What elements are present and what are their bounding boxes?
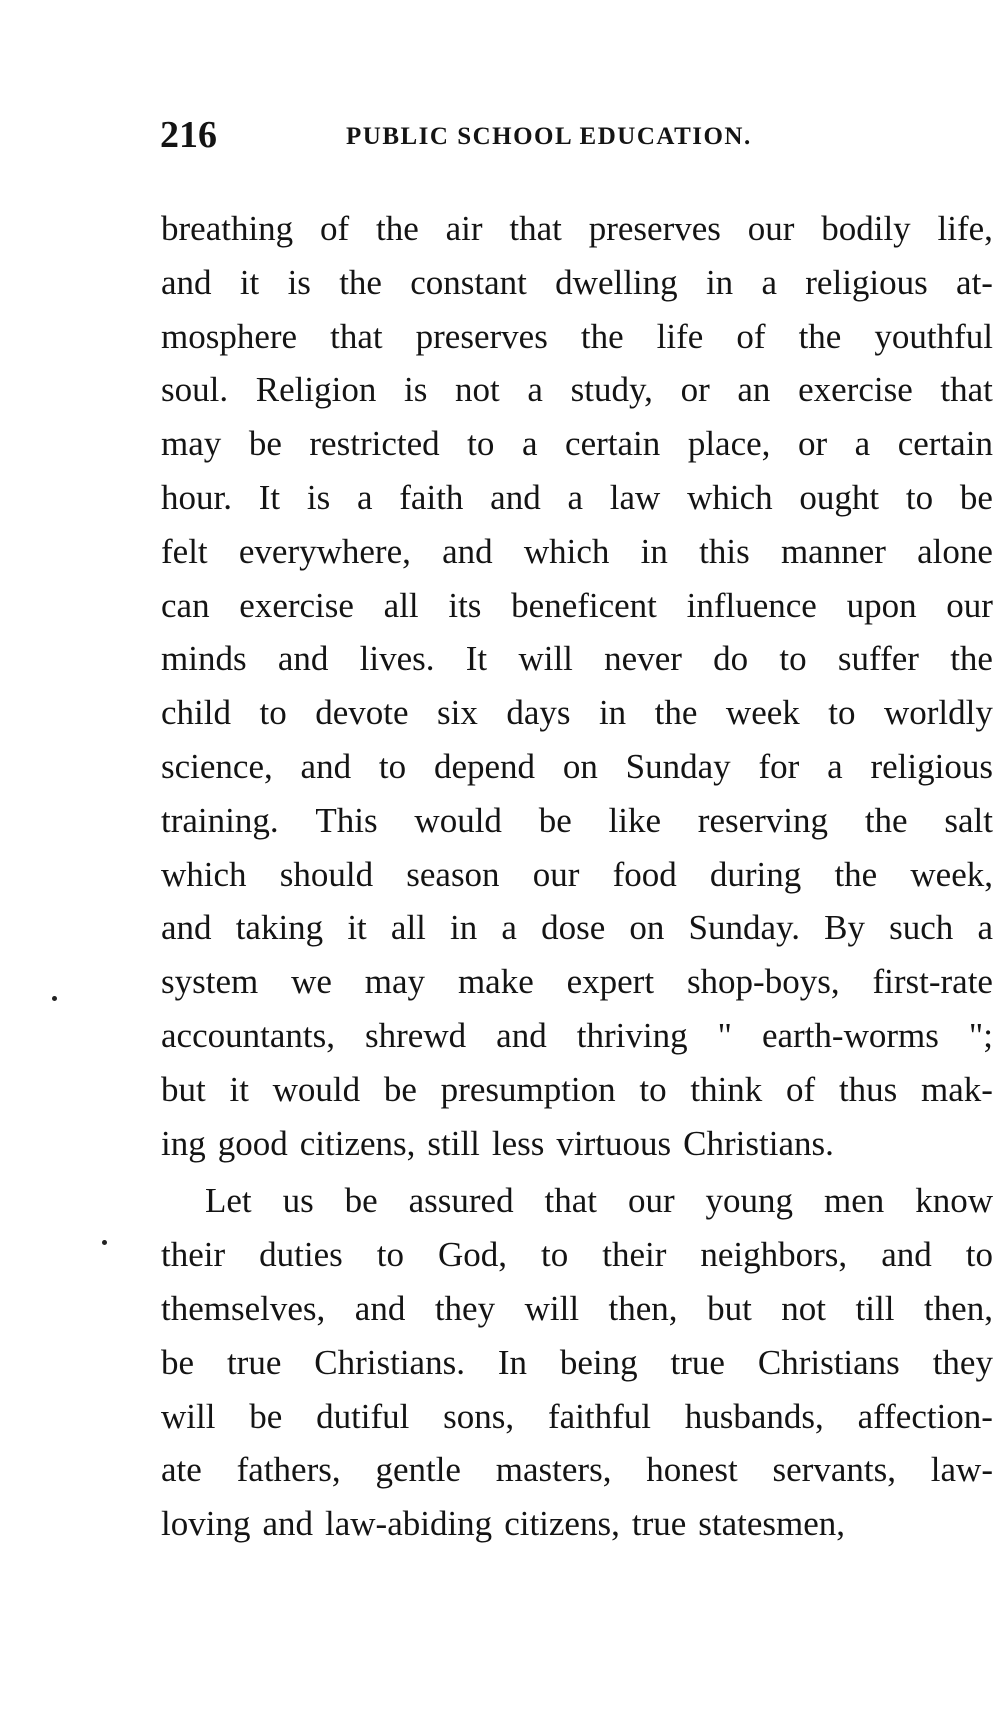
text-line: be true Christians. In being true Christians they [161, 1342, 993, 1382]
text-line: felt everywhere, and which in this manner alone [161, 531, 993, 571]
text-line: which should season our food during the week, [161, 854, 993, 894]
text-line: ing good citizens, still less virtuous Christians. [161, 1123, 834, 1163]
text-line: hour. It is a faith and a law which ought to be [161, 477, 993, 517]
text-line: loving and law-abiding citizens, true statesmen, [161, 1504, 846, 1544]
paragraph [161, 1174, 993, 1551]
text-line: ate fathers, gentle masters, honest servants, law- [161, 1450, 993, 1490]
running-title: PUBLIC SCHOOL EDUCATION. [346, 123, 752, 150]
text-line: child to devote six days in the week to worldly [161, 693, 993, 733]
margin-mark [52, 996, 57, 1001]
text-line: mosphere that preserves the life of the youthful [161, 316, 993, 356]
text-line: can exercise all its beneficent influence upon our [161, 585, 993, 625]
text-line: their duties to God, to their neighbors, and to [161, 1235, 993, 1275]
text-line: breathing of the air that preserves our bodily life, [161, 209, 993, 248]
text-line: science, and to depend on Sunday for a religious [161, 746, 993, 786]
text-line: soul. Religion is not a study, or an exercise that [161, 370, 993, 410]
text-line: accountants, shrewd and thriving " earth-worms "; [161, 1015, 993, 1055]
paragraph [161, 202, 993, 1170]
running-head [160, 110, 990, 160]
text-line: and taking it all in a dose on Sunday. By such a [161, 908, 993, 948]
text-line: may be restricted to a certain place, or a certain [161, 424, 993, 464]
page-number: 216 [160, 114, 217, 156]
body-text [161, 202, 993, 1551]
text-line: and it is the constant dwelling in a religious at- [161, 262, 993, 302]
text-line: Let us be assured that our young men know [205, 1181, 993, 1221]
text-line: system we may make expert shop-boys, first-rate [161, 962, 993, 1002]
text-line: themselves, and they will then, but not till then, [161, 1288, 993, 1328]
text-line: minds and lives. It will never do to suffer the [161, 639, 993, 679]
text-line: but it would be presumption to think of thus mak- [161, 1069, 993, 1109]
text-line: training. This would be like reserving the salt [161, 800, 993, 840]
text-line: will be dutiful sons, faithful husbands, affection- [161, 1396, 993, 1436]
margin-mark [102, 1240, 107, 1245]
